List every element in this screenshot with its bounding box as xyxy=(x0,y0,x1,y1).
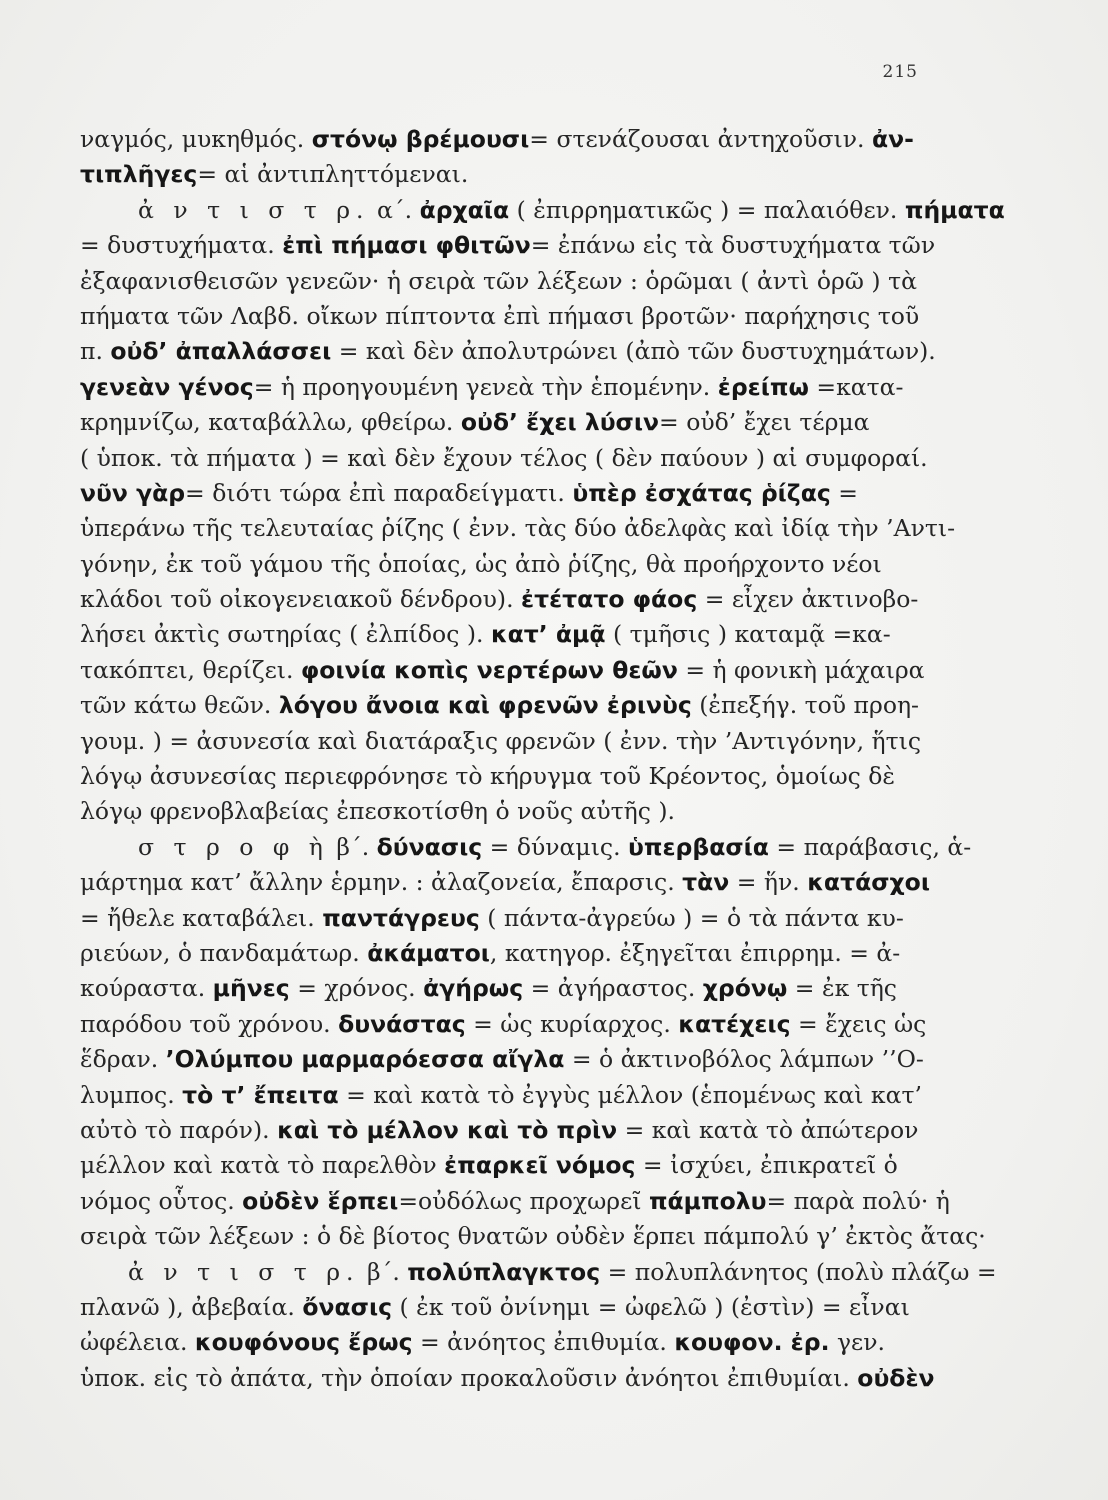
gloss-text: = ἤθελε καταβάλει. xyxy=(80,903,323,932)
text-line xyxy=(80,122,952,157)
text-line xyxy=(80,264,952,299)
text-line xyxy=(80,1078,952,1113)
gloss-text: πλανῶ ), ἀβεβαία. xyxy=(80,1292,303,1321)
text-line xyxy=(80,1255,997,1290)
lemma-term: δυνάστας xyxy=(338,1009,466,1038)
gloss-text: γόνην, ἐκ τοῦ γάμου τῆς ὁποίας, ὡς ἀπὸ ῥίζης, θὰ προήρχοντο νέοι xyxy=(80,549,882,578)
text-line xyxy=(80,1290,952,1325)
gloss-text: = ἡ φονικὴ μάχαιρα xyxy=(677,655,925,684)
text-line xyxy=(80,617,952,652)
text-line xyxy=(80,193,1005,228)
gloss-text: β΄. xyxy=(328,832,377,861)
gloss-text: μάρτημα κατ’ ἄλλην ἑρμην. : ἀλαζονεία, ἔπαρσις. xyxy=(80,868,683,897)
gloss-text: αὐτὸ τὸ παρόν). xyxy=(80,1115,278,1144)
gloss-text: = ὡς κυρίαρχος. xyxy=(465,1009,679,1038)
text-line xyxy=(80,405,952,440)
gloss-text: ἐξαφανισθεισῶν γενεῶν· ἡ σειρὰ τῶν λέξεων : ὁρῶμαι ( ἀντὶ ὁρῶ ) τὰ xyxy=(80,266,917,295)
text-line xyxy=(80,865,952,900)
text-line xyxy=(80,1184,952,1219)
gloss-text: = πολυπλάνητος (πολὺ πλάζω = xyxy=(600,1257,997,1286)
lemma-term: οὐδ’ ἔχει λύσιν xyxy=(460,408,660,437)
text-line xyxy=(80,794,952,829)
gloss-text: =κατα- xyxy=(808,372,904,401)
gloss-text: σειρὰ τῶν λέξεων : ὁ δὲ βίοτος θνατῶν οὐδὲν ἕρπει πάμπολύ γ’ ἐκτὸς ἄτας· xyxy=(80,1222,986,1251)
gloss-text: β΄. xyxy=(359,1257,408,1286)
text-line xyxy=(80,1007,952,1042)
text-line xyxy=(80,1325,952,1360)
lemma-term: ἀκάματοι xyxy=(367,938,490,967)
gloss-text: = ὁ ἀκτινοβόλος λάμπων ’’Ο- xyxy=(564,1045,924,1074)
gloss-text: ( τμῆσις ) καταμᾷ =κα- xyxy=(605,620,891,649)
lemma-term: νῦν γὰρ xyxy=(80,478,186,507)
gloss-text: νόμος οὗτος. xyxy=(80,1186,243,1215)
lemma-term: πάμπολυ xyxy=(648,1186,767,1215)
text-line xyxy=(80,901,952,936)
gloss-text: γεν. xyxy=(829,1328,885,1357)
lemma-term: πολύπλαγκτος xyxy=(407,1257,601,1286)
lemma-term: γενεὰν γένος xyxy=(80,372,254,401)
lemma-term: ἐπὶ πήμασι φθιτῶν xyxy=(282,231,531,260)
lemma-term: ἐτέτατο φάος xyxy=(521,585,698,614)
gloss-text: = ἀγήραστος. xyxy=(523,974,703,1003)
gloss-text: τακόπτει, θερίζει. xyxy=(80,655,301,684)
text-line xyxy=(80,1219,986,1254)
text-line xyxy=(80,1148,952,1183)
lemma-term: κατέχεις xyxy=(678,1009,791,1038)
gloss-text: παρόδου τοῦ χρόνου. xyxy=(80,1009,339,1038)
gloss-text: = ἀνόητος ἐπιθυμία. xyxy=(412,1328,675,1357)
gloss-text: = ἔχεις ὡς xyxy=(790,1009,927,1038)
gloss-text: = ἐπάνω εἰς τὰ δυστυχήματα τῶν xyxy=(530,231,936,260)
text-line xyxy=(80,370,952,405)
lemma-term: ἀγήρως xyxy=(423,974,524,1003)
gloss-text: = xyxy=(830,478,858,507)
gloss-text: πήματα τῶν Λαβδ. οἴκων πίπτοντα ἐπὶ πήμασι βροτῶν· παρήχησις τοῦ xyxy=(80,301,920,330)
gloss-text: ( πάντα-ἀγρεύω ) = ὁ τὰ πάντα κυ- xyxy=(479,903,904,932)
gloss-text: ναγμός, μυκηθμός. xyxy=(80,125,312,153)
gloss-text: = εἶχεν ἀκτινοβο- xyxy=(697,585,919,614)
gloss-text: = δυστυχήματα. xyxy=(80,231,283,260)
text-line xyxy=(80,830,972,865)
gloss-text: κλάδοι τοῦ οἰκογενειακοῦ δένδρου). xyxy=(80,585,522,614)
gloss-text: λήσει ἀκτὶς σωτηρίας ( ἐλπίδος ). xyxy=(80,620,491,649)
lemma-term: οὐδὲν xyxy=(857,1363,935,1392)
gloss-text: =οὐδόλως προχωρεῖ xyxy=(398,1186,649,1215)
lemma-term: οὐδ’ ἀπαλλάσσει xyxy=(110,337,332,366)
lemma-term: φοινία κοπὶς νερτέρων θεῶν xyxy=(300,655,678,684)
gloss-text: = ἰσχύει, ἐπικρατεῖ ὁ xyxy=(635,1151,898,1180)
gloss-text: = χρόνος. xyxy=(289,974,424,1003)
section-heading: ἀ ν τ ι σ τ ρ. xyxy=(138,195,370,224)
gloss-text: = οὐδ’ ἔχει τέρμα xyxy=(659,408,870,437)
text-line xyxy=(80,653,952,688)
gloss-text: = ἐκ τῆς xyxy=(787,974,897,1003)
lemma-term: καὶ τὸ μέλλον καὶ τὸ πρὶν xyxy=(277,1115,618,1144)
text-line xyxy=(80,1113,952,1148)
section-heading: ἀ ν τ ι σ τ ρ. xyxy=(128,1257,360,1286)
gloss-text: λυμπος. xyxy=(80,1080,183,1109)
gloss-text: τῶν κάτω θεῶν. xyxy=(80,691,279,720)
lemma-term: ἐρείπω xyxy=(717,372,809,401)
gloss-text: = παρὰ πολύ· ἡ xyxy=(766,1186,950,1215)
gloss-text: ( ὑποκ. τὰ πήματα ) = καὶ δὲν ἔχουν τέλος ( δὲν παύουν ) αἱ συμφοραί. xyxy=(80,443,928,472)
lemma-term: παντάγρευς xyxy=(322,903,480,932)
text-line xyxy=(80,157,952,192)
gloss-text: ὑπεράνω τῆς τελευταίας ῥίζης ( ἐνν. τὰς δύο ἀδελφὰς καὶ ἰδίᾳ τὴν ’Αντι- xyxy=(80,514,956,543)
text-line xyxy=(80,334,952,369)
text-line xyxy=(80,1361,952,1396)
lemma-term: τιπλῆγες xyxy=(80,160,198,189)
gloss-text: ὑποκ. εἰς τὸ ἀπάτα, τὴν ὁποίαν προκαλοῦσιν ἀνόητοι ἐπιθυμίαι. xyxy=(80,1363,858,1392)
lemma-term: μῆνες xyxy=(212,974,290,1003)
gloss-text: γουμ. ) = ἀσυνεσία καὶ διατάραξις φρενῶν ( ἐνν. τὴν ’Αντιγόνην, ἥτις xyxy=(80,726,921,755)
text-line xyxy=(80,476,952,511)
text-line xyxy=(80,547,952,582)
text-line xyxy=(80,724,952,759)
text-line xyxy=(80,228,952,263)
gloss-text: = παράβασις, ἁ- xyxy=(768,832,972,861)
lemma-term: στόνῳ βρέμουσι xyxy=(311,125,530,153)
lemma-term: λόγου ἄνοια καὶ φρενῶν ἐρινὺς xyxy=(278,691,692,720)
text-line xyxy=(80,299,952,334)
gloss-text: = ἥν. xyxy=(729,868,808,897)
gloss-text: ( ἐκ τοῦ ὀνίνημι = ὠφελῶ ) (ἐστὶν) = εἶναι xyxy=(392,1292,910,1321)
gloss-text: κούραστα. xyxy=(80,974,213,1003)
gloss-text: μέλλον καὶ κατὰ τὸ παρελθὸν xyxy=(80,1151,445,1180)
text-line xyxy=(80,441,952,476)
lemma-term: ἐπαρκεῖ νόμος xyxy=(444,1151,636,1180)
lemma-term: ὑπερβασία xyxy=(628,832,769,861)
gloss-text: = ἡ προηγουμένη γενεὰ τὴν ἑπομένην. xyxy=(253,372,718,401)
gloss-text: λόγῳ ἀσυνεσίας περιεφρόνησε τὸ κήρυγμα τοῦ Κρέοντος, ὁμοίως δὲ xyxy=(80,762,896,791)
text-line xyxy=(80,582,952,617)
gloss-text: = καὶ κατὰ τὸ ἀπώτερον xyxy=(617,1115,919,1144)
lemma-term: χρόνῳ xyxy=(702,974,788,1003)
text-line xyxy=(80,936,952,971)
gloss-text: = καὶ δὲν ἀπολυτρώνει (ἀπὸ τῶν δυστυχημάτων). xyxy=(331,337,936,366)
gloss-text: λόγῳ φρενοβλαβείας ἐπεσκοτίσθη ὁ νοῦς αὐτῆς ). xyxy=(80,797,675,826)
gloss-text: , κατηγορ. ἐξηγεῖται ἐπιρρημ. = ἀ- xyxy=(489,938,901,967)
lemma-term: ἀν- xyxy=(871,125,914,153)
gloss-text: ριεύων, ὁ πανδαμάτωρ. xyxy=(80,938,368,967)
gloss-text: = δύναμις. xyxy=(482,832,629,861)
gloss-text: κρημνίζω, καταβάλλω, φθείρω. xyxy=(80,408,461,437)
gloss-text: = στενάζουσαι ἀντηχοῦσιν. xyxy=(529,125,872,153)
lemma-term: τὰν xyxy=(682,868,730,897)
page-number: 215 xyxy=(882,62,918,82)
lemma-term: πήματα xyxy=(904,195,1005,224)
text-line xyxy=(80,971,952,1006)
section-heading: σ τ ρ ο φ ὴ xyxy=(138,832,329,861)
lemma-term: ὑπὲρ ἐσχάτας ῥίζας xyxy=(572,478,831,507)
lemma-term: τὸ τ’ ἔπειτα xyxy=(182,1080,339,1109)
commentary-text xyxy=(80,122,1005,1396)
gloss-text: π. xyxy=(80,337,111,366)
gloss-text: α΄. xyxy=(369,195,420,224)
gloss-text: = διότι τώρα ἐπὶ παραδείγματι. xyxy=(185,478,573,507)
lemma-term: ’Ολύμπου μαρμαρόεσσα αἴγλα xyxy=(165,1045,565,1074)
gloss-text: = αἱ ἀντιπληττόμεναι. xyxy=(197,160,469,189)
text-line xyxy=(80,511,956,546)
gloss-text: ἕδραν. xyxy=(80,1045,166,1074)
lemma-term: δύνασις xyxy=(376,832,483,861)
gloss-text: = καὶ κατὰ τὸ ἐγγὺς μέλλον (ἑπομένως καὶ κατ’ xyxy=(338,1080,922,1109)
text-line xyxy=(80,688,952,723)
lemma-term: κουφον. ἐρ. xyxy=(674,1328,830,1357)
gloss-text: ( ἐπιρρηματικῶς ) = παλαιόθεν. xyxy=(509,195,905,224)
text-line xyxy=(80,759,952,794)
lemma-term: οὐδὲν ἕρπει xyxy=(242,1186,399,1215)
lemma-term: κατάσχοι xyxy=(807,868,930,897)
text-line xyxy=(80,1042,952,1077)
lemma-term: ἀρχαῖα xyxy=(419,195,510,224)
lemma-term: ὄνασις xyxy=(302,1292,393,1321)
lemma-term: κατ’ ἀμᾷ xyxy=(490,620,606,649)
gloss-text: ὠφέλεια. xyxy=(80,1328,195,1357)
lemma-term: κουφόνους ἔρως xyxy=(194,1328,413,1357)
gloss-text: (ἐπεξήγ. τοῦ προη- xyxy=(691,691,919,720)
